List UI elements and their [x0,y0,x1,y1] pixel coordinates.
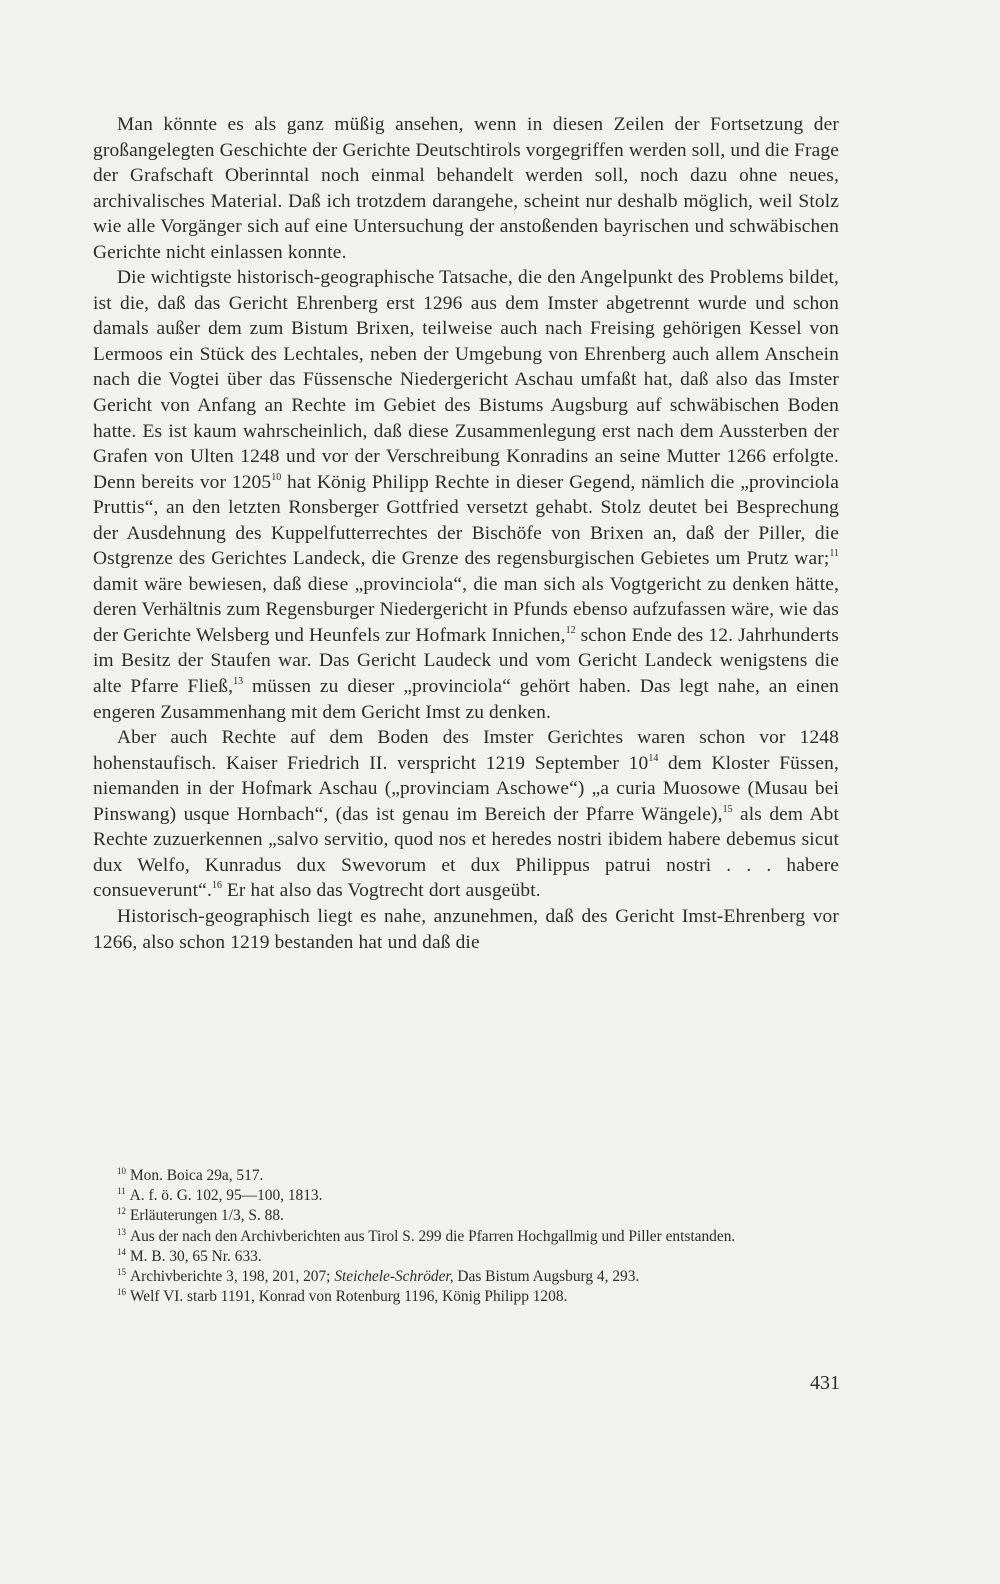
footnote-text: Erläuterungen 1/3, S. 88. [130,1207,284,1225]
paragraph [93,725,839,904]
page-number: 431 [810,1372,840,1394]
paragraph-text: Man könnte es als ganz müßig ansehen, wenn in diesen Zeilen der Fortsetzung der großangelegten Geschichte der Gerichte Deutschtirols vorgegriffen werden soll, und die Frage der Grafschaft Oberinntal noch einmal behandelt werden soll, noch dazu ohne neues, archivalisches Material. Daß ich trotzdem darangehe, scheint nur deshalb möglich, weil Stolz wie alle Vorgänger sich auf eine Untersuchung der anstoßenden bayrischen und schwäbischen Gerichte nicht einlassen konnte. [93,114,839,263]
footnote-number: 12 [117,1206,126,1217]
footnote-number: 16 [117,1287,126,1298]
footnote [93,1206,839,1226]
footnote-number: 14 [117,1246,126,1257]
footnote-ref: 14 [648,752,659,764]
footnote-text: Welf VI. starb 1191, Konrad von Rotenburg 1196, König Philipp 1208. [130,1288,568,1306]
footnote [93,1287,839,1307]
footnote-ref: 12 [565,624,576,636]
footnote-text: A. f. ö. G. 102, 95—100, 1813. [129,1187,323,1205]
footnote [93,1186,839,1206]
footnote-number: 15 [117,1267,126,1278]
paragraph-text: hat König Philipp Rechte in dieser Gegend, nämlich die „provinciola Pruttis“, an den letzten Ronsberger Gottfried versetzt gehabt. Stolz deutet bei Besprechung der Ausdehnung des Kuppelfutterrechtes der Bischöfe von Brixen an, daß der Piller, die Ostgrenze des Gerichtes Landeck, die Grenze des regensburgischen Gebietes um Prutz war; [93,471,839,570]
footnote-text: Mon. Boica 29a, 517. [130,1167,264,1184]
main-text [93,112,839,955]
paragraph-text: Historisch-geographisch liegt es nahe, anzunehmen, daß des Gericht Imst-Ehrenberg vor 1266, also schon 1219 bestanden hat und daß die [93,905,839,953]
paragraph [93,112,839,265]
paragraph-text: als dem Abt Rechte zuzuerkennen „salvo servitio, quod nos et heredes nostri ibidem habere debemus sicut dux Welfo, Kunradus dux Swevorum et dux Philippus patrui nostri . . . habere consueverunt“. [93,803,839,902]
footnote-text: M. B. 30, 65 Nr. 633. [130,1247,262,1265]
footnote-author: Steichele-Schröder, [334,1268,454,1286]
footnote [93,1247,839,1267]
paragraph-text: Aber auch Rechte auf dem Boden des Imster Gerichtes waren schon vor 1248 hohenstaufisch. Kaiser Friedrich II. verspricht 1219 September 10 [93,727,839,774]
footnote [93,1166,839,1186]
footnote [93,1267,839,1287]
footnote [93,1227,839,1247]
footnote-ref: 13 [233,676,244,688]
paragraph-text: Die wichtigste historisch-geographische Tatsache, die den Angelpunkt des Problems bildet, ist die, daß das Gericht Ehrenberg erst 1296 aus dem Imster abgetrennt wurde und schon damals außer dem zum Bistum Brixen, teilweise auch nach Freising gehörigen Kessel von Lermoos ein Stück des Lechtales, neben der Umgebung von Ehrenberg auch allem Anschein nach die Vogtei über das Füssensche Niedergericht Aschau umfaßt hat, daß also das Imster Gericht von Anfang an Rechte im Gebiet des Bistums Augsburg auf schwäbischen Boden hatte. Es ist kaum wahrscheinlich, daß diese Zusammenlegung erst nach dem Aussterben der Grafen von Ulten 1248 und vor der Verschreibung Konradins an seine Mutter 1266 erfolgte. Denn bereits vor 1205 [93,267,839,493]
paragraph [93,904,839,955]
paragraph-text: dem Kloster Füssen, niemanden in der Hofmark Aschau („provinciam Aschowe“) „a curia Muosowe (Musau bei Pinswang) usque Hornbach“, (das ist genau im Bereich der Pfarre Wängele), [93,752,840,825]
paragraph-text: damit wäre bewiesen, daß diese „provinciola“, die man sich als Vogtgericht zu denken hätte, deren Verhältnis zum Regensburger Niedergericht in Pfunds ebenso aufzufassen wäre, wie das der Gerichte Welsberg und Heunfels zur Hofmark Innichen, [93,573,839,646]
paragraph-text: müssen zu dieser „provinciola“ gehört haben. Das legt nahe, an einen engeren Zusammenhang mit dem Gericht Imst zu denken. [93,676,839,723]
paragraph-text: schon Ende des 12. Jahrhunderts im Besitz der Staufen war. Das Gericht Laudeck und vom Gericht Landeck wenigstens die alte Pfarre Fließ, [93,624,839,698]
footnote-ref: 11 [829,548,839,560]
paragraph [93,265,839,725]
footnote-ref: 10 [271,471,282,483]
footnote-number: 10 [117,1166,126,1176]
paragraph-text: Er hat also das Vogtrecht dort ausgeübt. [221,880,541,902]
footnote-number: 13 [117,1226,126,1237]
footnote-ref: 16 [211,880,222,892]
footnote-text: Archivberichte 3, 198, 201, 207; [130,1268,335,1286]
footnotes [93,1166,839,1307]
footnote-text: Aus der nach den Archivberichten aus Tirol S. 299 die Pfarren Hochgallmig und Piller entstanden. [130,1227,736,1245]
footnote-number: 11 [117,1186,126,1197]
footnote-text: Das Bistum Augsburg 4, 293. [453,1268,640,1286]
footnote-ref: 15 [722,803,733,815]
